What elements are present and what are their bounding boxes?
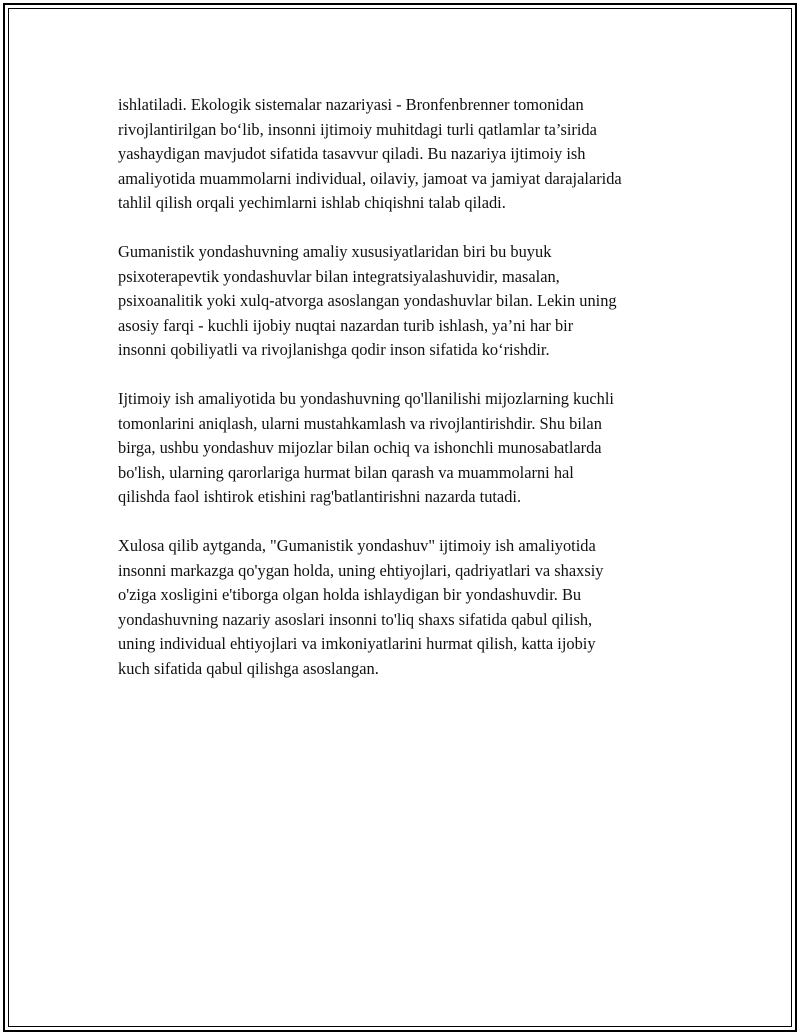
paragraph-social-work-practice: Ijtimoiy ish amaliyotida bu yondashuvning qo'llanilishi mijozlarning kuchli tomonlarini aniqlash, ularni mustahkamlash va rivojlantirishdir. Shu bilan birga, ushbu yondashuv mijozlar bilan ochiq va ishonchli munosabatlarda bo'lish, ularning qarorlariga hurmat bilan qarash va muammolarni hal qilishda faol ishtirok etishini rag'batlantirishni nazarda tutadi. <box>118 389 614 506</box>
paragraph-humanistic-features: Gumanistik yondashuvning amaliy xususiyatlaridan biri bu buyuk psixoterapevtik yondashuvlar bilan integratsiyalashuvidir, masalan, psixoanalitik yoki xulq-atvorga asoslangan yondashuvlar bilan. Lekin uning asosiy farqi - kuchli ijobiy nuqtai nazardan turib ishlash, ya’ni har bir insonni qobiliyatli va rivojlanishga qodir inson sifatida ko‘rishdir. <box>118 242 617 359</box>
document-body <box>118 93 698 706</box>
paragraph-conclusion: Xulosa qilib aytganda, "Gumanistik yondashuv" ijtimoiy ish amaliyotida insonni markazga qo'ygan holda, uning ehtiyojlari, qadriyatlari va shaxsiy o'ziga xosligini e'tiborga olgan holda ishlaydigan bir yondashuvdir. Bu yondashuvning nazariy asoslari insonni to'liq shaxs sifatida qabul qilish, uning individual ehtiyojlari va imkoniyatlarini hurmat qilish, katta ijobiy kuch sifatida qabul qilishga asoslangan. <box>118 536 604 678</box>
paragraph-ecological-systems: ishlatiladi. Ekologik sistemalar nazariyasi - Bronfenbrenner tomonidan rivojlantirilgan bo‘lib, insonni ijtimoiy muhitdagi turli qatlamlar ta’sirida yashaydigan mavjudot sifatida tasavvur qiladi. Bu nazariya ijtimoiy ish amaliyotida muammolarni individual, oilaviy, jamoat va jamiyat darajalarida tahlil qilish orqali yechimlarni ishlab chiqishni talab qiladi. <box>118 95 622 212</box>
